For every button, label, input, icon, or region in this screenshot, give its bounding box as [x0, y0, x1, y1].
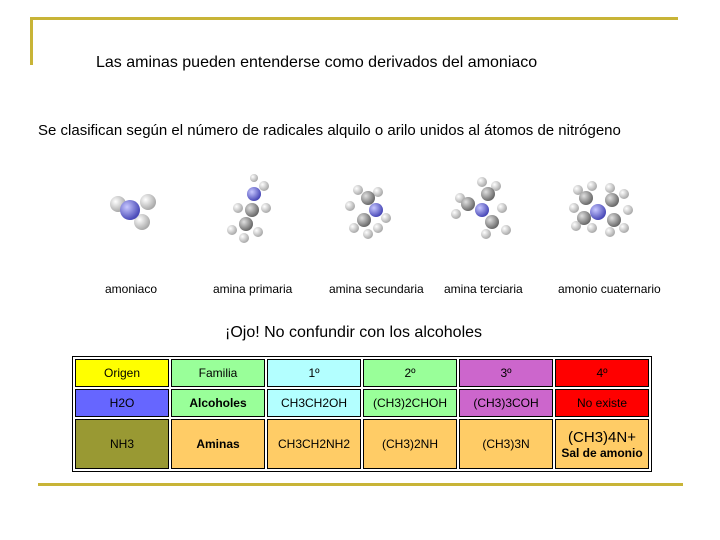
ammonium-salt-note: Sal de amonio — [561, 445, 643, 460]
cell-quaternary-amine — [555, 419, 649, 469]
cell-origin-ammonia — [75, 419, 169, 469]
table-row-amines — [75, 419, 649, 469]
molecule-label-ammonia: amoniaco — [105, 282, 158, 296]
formula-nh3: NH3 — [109, 437, 134, 451]
top-decor-line — [30, 17, 678, 20]
molecule-label-quaternary-ammonium: amonio cuaternario — [558, 282, 661, 296]
warning-text: ¡Ojo! No confundir con los alcoholes — [225, 324, 483, 341]
cell-tertiary-alcohol: (CH3)3COH — [459, 389, 553, 417]
bottom-decor-line — [38, 483, 683, 486]
slide-subtitle: Se clasifican según el número de radicales alquilo o arilo unidos al átomos de nitrógeno — [38, 122, 621, 139]
header-primary: 1º — [267, 359, 361, 387]
header-secondary: 2º — [363, 359, 457, 387]
header-familia: Familia — [171, 359, 265, 387]
tertiary-amine-molecule-image — [446, 174, 526, 254]
formula-quaternary-ammonium: (CH3)4N+ — [568, 428, 636, 446]
cell-family-amines: Aminas — [171, 419, 265, 469]
cell-primary-amine: CH3CH2NH2 — [267, 419, 361, 469]
cell-tertiary-amine: (CH3)3N — [459, 419, 553, 469]
formula-h2o: H2O — [109, 396, 135, 410]
slide-title: Las aminas pueden entenderse como derivados del amoniaco — [96, 54, 538, 71]
cell-origin-water — [75, 389, 169, 417]
cell-secondary-amine: (CH3)2NH — [363, 419, 457, 469]
cell-family-alcohols: Alcoholes — [171, 389, 265, 417]
molecule-label-secondary-amine: amina secundaria — [329, 282, 424, 296]
quaternary-ammonium-molecule-image — [562, 176, 642, 256]
secondary-amine-molecule-image — [338, 180, 408, 250]
molecule-label-tertiary-amine: amina terciaria — [444, 282, 523, 296]
ammonia-molecule-image — [100, 178, 170, 248]
header-quaternary: 4º — [555, 359, 649, 387]
cell-quaternary-alcohol: No existe — [555, 389, 649, 417]
primary-amine-molecule-image — [218, 168, 288, 248]
table-header-row — [75, 359, 649, 387]
table-row-alcohols — [75, 389, 649, 417]
comparison-table — [72, 356, 652, 472]
cell-primary-alcohol: CH3CH2OH — [267, 389, 361, 417]
header-origen: Origen — [75, 359, 169, 387]
molecule-label-primary-amine: amina primaria — [213, 282, 293, 296]
left-decor-line — [30, 17, 33, 65]
header-tertiary: 3º — [459, 359, 553, 387]
cell-secondary-alcohol: (CH3)2CHOH — [363, 389, 457, 417]
